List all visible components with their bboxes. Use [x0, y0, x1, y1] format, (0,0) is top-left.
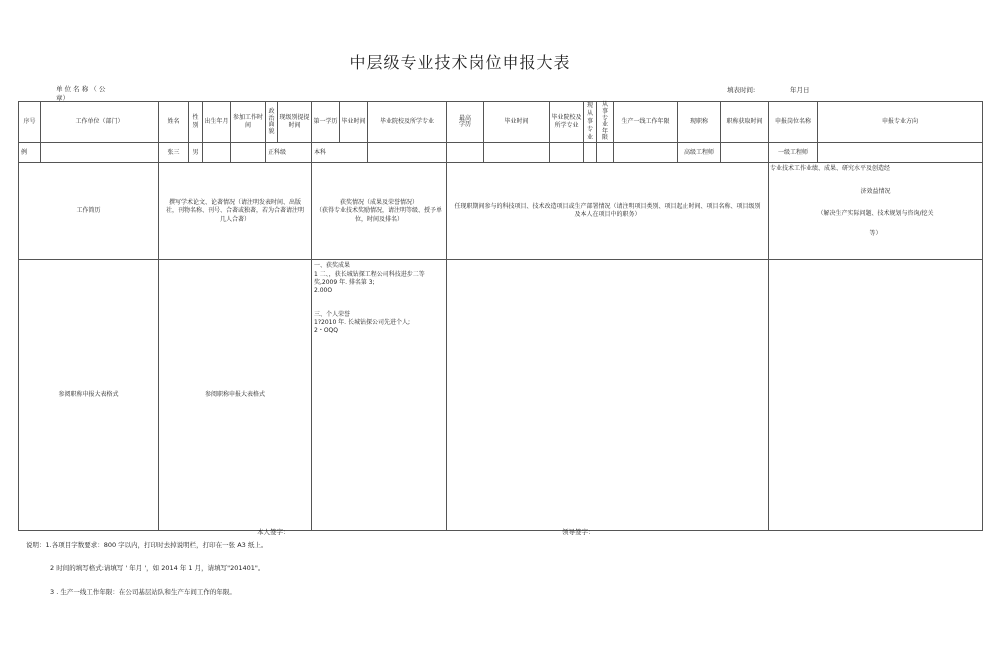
example-grad-time-2 [484, 143, 550, 163]
example-row [19, 143, 983, 163]
header-grad-school-2: 毕业院校及所学专业 [550, 102, 584, 143]
example-seq: 例 [19, 143, 41, 163]
resume-papers: 撰写学术论文、论著情况（请注明发表时间、出版社，刊物名称、刊号、合著或独著，若为合著请注明几人合著） [159, 163, 312, 260]
example-current-profession [584, 143, 597, 163]
header-grad-school-1: 毕业院校及所学专业 [368, 102, 447, 143]
example-work-start [231, 143, 266, 163]
reference-middle: 参阅职称申报大表格式 [159, 260, 312, 531]
header-current-profession: 现从事专业 [584, 102, 597, 143]
header-work-start: 参加工作时间 [231, 102, 266, 143]
example-frontline-years [614, 143, 678, 163]
example-current-title: 高级工程师 [678, 143, 721, 163]
resume-label: 工作简历 [19, 163, 159, 260]
header-gender: 性别 [189, 102, 203, 143]
fill-date: 年月日 [790, 86, 810, 94]
awards-line: 三、个人荣誉 [314, 310, 351, 318]
achievements-note: （解决生产实际问题、技术规划与咨询/挖关 [817, 209, 934, 217]
header-name: 姓名 [159, 102, 189, 143]
reference-row [19, 260, 983, 531]
reference-achievements [769, 260, 983, 531]
achievements-end: 等） [869, 229, 882, 237]
example-politics: 正科级 [266, 143, 312, 163]
leader-signature-label: 领导签字： [562, 528, 595, 536]
header-first-degree: 第一学历 [312, 102, 340, 143]
header-profession-years: 从事专业年限 [597, 102, 614, 143]
header-birth: 出生年月 [203, 102, 231, 143]
note-2: 2 时间的填写格式:请填写 ' 年月 '，如 2014 年 1 月，请填写"201401"。 [50, 564, 265, 572]
example-grad-school-1 [368, 143, 447, 163]
example-name: 张三 [159, 143, 189, 163]
example-birth [203, 143, 231, 163]
header-title-time: 职称获取时间 [721, 102, 769, 143]
example-profession-years [597, 143, 614, 163]
header-politics: 政治面貌 [266, 102, 278, 143]
example-work-unit [41, 143, 159, 163]
fill-time-label: 填表时间: [727, 86, 756, 94]
example-first-degree: 本科 [312, 143, 368, 163]
reference-awards [312, 260, 447, 531]
header-seq: 序号 [19, 102, 41, 143]
example-gender: 男 [189, 143, 203, 163]
header-apply-direction: 申报专业方向 [818, 102, 983, 143]
resume-projects: 任现职期间参与的科技项目、技术改造项目或生产部署情况（请注明项目类别、项目起止时间、项目名称、项目级别及本人在项目中的职务） [447, 163, 769, 260]
example-apply-direction [818, 143, 983, 163]
note-3: 3 . 生产一线工作年限：在公司基层站队和生产车间工作的年限。 [50, 588, 236, 596]
header-apply-position: 申报岗位名称 [769, 102, 818, 143]
awards-line [314, 295, 444, 311]
example-highest-degree [447, 143, 484, 163]
awards-line: 1?2010 年. 长城钻探公司先进个人; [314, 318, 411, 326]
header-frontline-years: 生产一线工作年限 [614, 102, 678, 143]
example-title-time [721, 143, 769, 163]
awards-line: 2.00O [314, 286, 333, 294]
awards-line: 1 二、，获长城钻探工程公司科技进步二等奖,2009 年. 排名第 3; [314, 270, 425, 286]
awards-line: 2・OQQ [314, 327, 338, 335]
reference-left: 参阅职称申报大表格式 [19, 260, 159, 531]
header-row [19, 102, 983, 143]
header-grad-time-1: 毕业时间 [340, 102, 368, 143]
application-form-table [18, 101, 983, 531]
note-1: 说明：1.各项目字数要求：800 字以内，打印时去掉说明栏，打印在一张 A3 纸上。 [26, 541, 268, 549]
awards-line: 一、获奖成果 [314, 262, 351, 270]
resume-awards: 获奖情况（成果及荣誉情况） （获得专业技术奖励情况，请注明等级、授予单位，时间及排名） [312, 163, 447, 260]
example-apply-position: 一级工程师 [769, 143, 818, 163]
header-highest-degree: 最高学历 [447, 102, 484, 143]
header-grad-time-2: 毕业时间 [484, 102, 550, 143]
resume-achievements [769, 163, 983, 260]
achievements-title: 专业技术工作业绩、成果、研究水平及创造经 [770, 165, 891, 173]
header-current-edu: 现级别提提时间 [278, 102, 312, 143]
reference-projects [447, 260, 769, 531]
unit-label: 单 位 名 称 （ 公 章） [56, 85, 106, 103]
resume-row [19, 163, 983, 260]
header-work-unit: 工作单位（部门） [41, 102, 159, 143]
self-signature-label: 本人签字： [257, 528, 290, 536]
achievements-benefit: 济效益情况 [860, 187, 891, 195]
header-current-title: 现职称 [678, 102, 721, 143]
example-grad-school-2 [550, 143, 584, 163]
page-title: 中层级专业技术岗位申报大表 [349, 53, 571, 72]
